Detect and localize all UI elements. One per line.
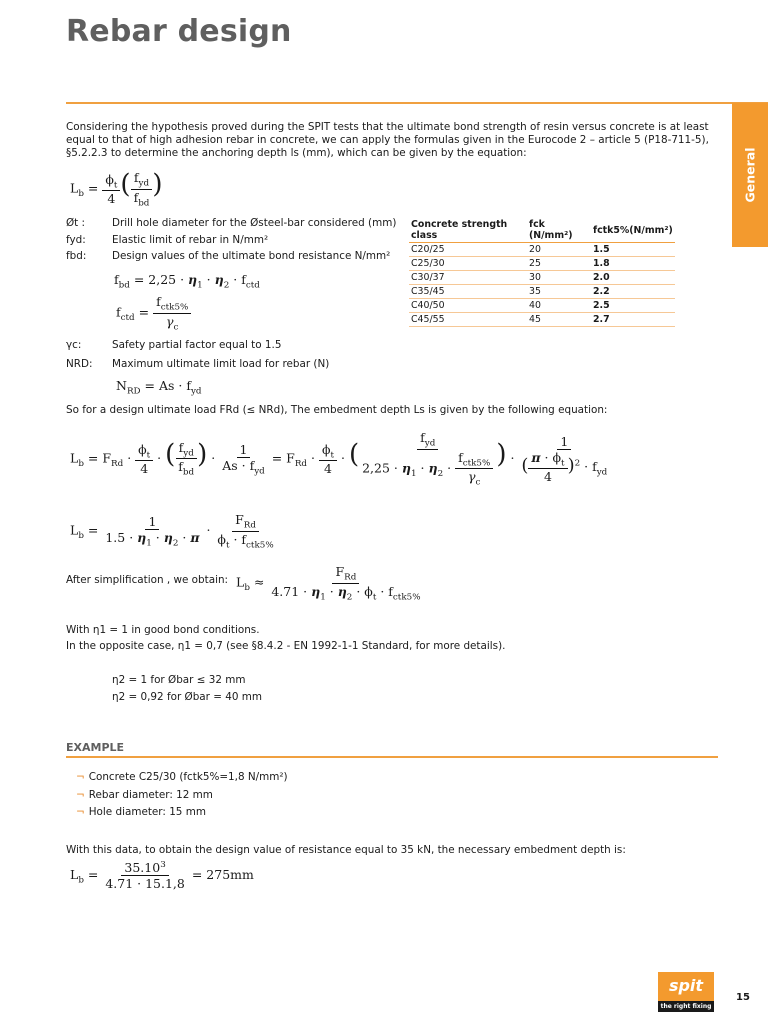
example-heading: EXAMPLE [66,741,125,754]
formula-lb-basic: $L_b$ = $\frac{\phi_t}{4}$ ( $\frac{f_{yd}}{f_{bd}}$ ) [70,169,163,208]
formula-lb-expanded: $L_b = F_{Rd}$ · $\frac{\phi_t}{4}$ · ( $\frac{f_{yd}}{f_{bd}}$ ) · $\frac{1}{As \cdot f_{yd}}$ = $F_{Rd}$ · $\frac{\phi_t}{4}$ · ( $f_{yd}$ $2,25 \cdot \eta_1 \cdot \eta_2$ · $\frac{f_{ctk5\%}}{\gamma_c}$ ) · 1 ( $\frac{\pi \cdot \phi_t}{4}$ )$^2 \cdot f_{yd}$ [70,430,608,488]
list-item-text: Rebar diameter: 12 mm [88,789,213,801]
definition-text: Safety partial factor equal to 1.5 [112,339,282,351]
list-item-text: Hole diameter: 15 mm [88,806,206,818]
page-number: 15 [736,992,750,1003]
table-cell: C20/25 [409,243,527,257]
table-cell: 1.5 [591,243,675,257]
table-header: Concrete strength class [409,218,527,243]
bullet-icon: ¬ [76,771,85,783]
formula-example-result: $L_b$ = $\frac{35.10^3}{4.71 \cdot 15.1,8}$ = 275mm [70,860,254,892]
table-cell: 20 [527,243,591,257]
list-item [76,789,213,801]
definition-symbol: γc: [66,339,82,351]
table-row [409,257,675,271]
table-cell: C25/30 [409,257,527,271]
definition-symbol: NRD: [66,358,93,370]
definition-row [66,339,396,353]
bullet-icon: ¬ [76,789,85,801]
table-cell: 25 [527,257,591,271]
title-divider [66,102,768,104]
intro-paragraph: Considering the hypothesis proved during the SPIT tests that the ultimate bond strength of resin versus concrete is at least equal to that of high adhesion rebar in concrete, we can apply the formulas given in the Eurocode 2 – article 5 (P18-711-5), §5.2.2.3 to determine the anchoring depth ls (mm), which can be given by the equation: [66,121,709,160]
formula-fctd: $f_{ctd}$ = $\frac{f_{ctk5\%}}{\gamma_c}$ [116,294,191,332]
table-cell: C45/55 [409,313,527,327]
formula-fbd: $f_{bd} = 2,25 \cdot \eta_1 \cdot \eta_2 \cdot f_{ctd}$ [114,272,260,291]
eta2-line: η2 = 0,92 for Øbar = 40 mm [112,691,263,703]
table-row [409,299,675,313]
list-item-text: Concrete C25/30 (fctk5%=1,8 N/mm²) [88,771,288,783]
after-simplification-label: After simplification , we obtain: [66,574,229,586]
example-text: With this data, to obtain the design value of resistance equal to 35 kN, the necessary embedment depth is: [66,844,626,856]
definition-row [66,217,396,231]
definition-symbol: fbd: [66,250,87,262]
definition-symbol: Øt : [66,217,86,229]
logo-tagline: the right fixing [658,1001,714,1012]
logo-brand: spit [668,976,704,995]
definition-text: Design values of the ultimate bond resistance N/mm² [112,250,391,262]
example-divider [66,756,718,758]
table-row [409,313,675,327]
table-cell: 35 [527,285,591,299]
eta2-line: η2 = 1 for Øbar ≤ 32 mm [112,674,246,686]
spit-logo [658,972,714,1012]
section-tab-label: General [742,147,758,203]
formula-nrd: $N_{RD} = As \cdot f_{yd}$ [116,378,202,397]
table-cell: C30/37 [409,271,527,285]
example-result: = 275mm [191,867,254,883]
table-row [409,271,675,285]
table-row [409,243,675,257]
section-tab[interactable] [732,103,768,247]
table-cell: 40 [527,299,591,313]
design-load-text: So for a design ultimate load FRd (≤ NRd), The embedment depth Ls is given by the following equation: [66,404,608,416]
table-cell: 1.8 [591,257,675,271]
concrete-strength-table [409,218,675,327]
table-header: fck (N/mm²) [527,218,591,243]
definition-row [66,358,396,372]
list-item [76,806,206,818]
definition-row [66,234,396,248]
table-cell: 2.2 [591,285,675,299]
eta1-good-bond: With η1 = 1 in good bond conditions. [66,624,260,636]
eta1-opposite-case: In the opposite case, η1 = 0,7 (see §8.4.2 - EN 1992-1-1 Standard, for more details). [66,640,506,652]
formula-lb-simplified: $L_b$ ≈ $\frac{F_{Rd}}{4.71 \cdot \eta_1 \cdot \eta_2 \cdot \phi_t \cdot f_{ctk5\%}}$ [236,564,421,602]
page-title: Rebar design [66,14,292,49]
table-header: fctk5%(N/mm²) [591,218,675,243]
list-item [76,771,288,783]
table-cell: C40/50 [409,299,527,313]
table-cell: C35/45 [409,285,527,299]
bullet-icon: ¬ [76,806,85,818]
definition-symbol: fyd: [66,234,86,246]
table-row [409,285,675,299]
definition-row [66,250,396,264]
table-cell: 2.7 [591,313,675,327]
formula-lb-reduced: $L_b$ = $\frac{1}{1.5 \cdot \eta_1 \cdot \eta_2 \cdot \pi}$ · $\frac{F_{Rd}}{\phi_t \cdot f_{ctk5\%}}$ [70,512,274,550]
table-cell: 45 [527,313,591,327]
table-cell: 2.5 [591,299,675,313]
definition-text: Drill hole diameter for the Østeel-bar considered (mm) [112,217,397,229]
definition-text: Elastic limit of rebar in N/mm² [112,234,269,246]
definition-text: Maximum ultimate limit load for rebar (N) [112,358,330,370]
table-cell: 2.0 [591,271,675,285]
table-cell: 30 [527,271,591,285]
